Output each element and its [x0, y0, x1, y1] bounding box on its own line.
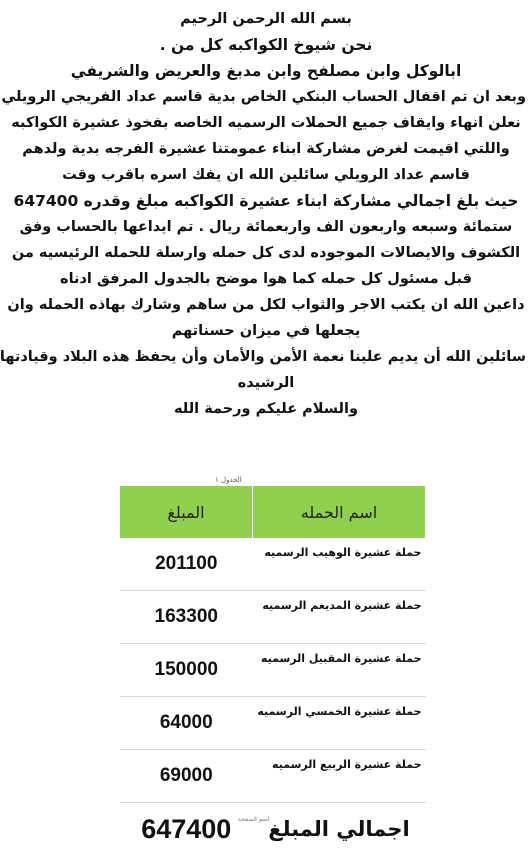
letter-line-4: نعلن انهاء وايقاف جميع الحملات الرسميه الخاصه بفخوذ عشيرة الكواكبه	[6, 110, 526, 136]
letter-line-3: وبعد ان تم اقفال الحساب البنكي الخاص بدية قاسم عداد الفريجي الرويلي	[6, 84, 526, 110]
header-amount: المبلغ	[120, 486, 253, 538]
campaign-name: حملة عشيرة الوهيب الرسميه	[253, 538, 426, 591]
letter-line-2: ابالوكل وابن مصلفح وابن مدبغ والعريض والشريفي	[6, 58, 526, 84]
letter-line-1: نحن شيوخ الكواكبه كل من .	[6, 32, 526, 58]
letter-line-14: الرشيده	[6, 370, 526, 396]
campaign-amount: 201100	[120, 538, 253, 591]
campaign-amount: 150000	[120, 644, 253, 697]
letter-line-8: ستمائة وسبعه واربعون الف واربعمائة ريال . تم ايداعها بالحساب وفق	[6, 214, 526, 240]
letter-line-7: حيث بلغ اجمالي مشاركة ابناء عشيرة الكواكبه مبلغ وقدره 647400	[6, 188, 526, 214]
letter-line-12: يجعلها في ميزان حسناتهم	[6, 318, 526, 344]
basmala: بسم الله الرحمن الرحيم	[6, 6, 526, 32]
table-row	[120, 644, 426, 697]
campaign-amount: 64000	[120, 697, 253, 750]
campaign-name: حملة عشيرة الربيع الرسميه	[253, 750, 426, 803]
campaign-name: حملة عشيرة المديغم الرسميه	[253, 591, 426, 644]
total-amount: 647400	[120, 803, 253, 855]
letter-line-6: قاسم عداد الرويلي سائلين الله ان يفك اسره باقرب وقت	[6, 162, 526, 188]
campaign-table	[120, 486, 426, 855]
table-caption: الجدول ١	[215, 476, 242, 484]
table-row	[120, 750, 426, 803]
letter-line-5: واللتي اقيمت لغرض مشاركة ابناء عمومتنا عشيرة الفرجه بدية ولدهم	[6, 136, 526, 162]
campaign-amount: 163300	[120, 591, 253, 644]
campaign-amount: 69000	[120, 750, 253, 803]
letter-line-9: الكشوف والايصالات الموجوده لدى كل حمله وارسلة للحمله الرئيسيه من	[6, 240, 526, 266]
table-header-row	[120, 486, 426, 538]
letter-line-10: قبل مسئول كل حمله كما هوا موضح بالجدول المرفق ادناه	[6, 266, 526, 292]
footer-note: اسم الصفحة	[238, 816, 269, 823]
total-label: اجمالي المبلغ	[253, 803, 426, 855]
letter-body	[6, 6, 526, 422]
letter-line-11: داعين الله ان يكتب الاجر والثواب لكل من ساهم وشارك بهاذه الحمله وان	[6, 292, 526, 318]
header-campaign-name: اسم الحمله	[253, 486, 426, 538]
campaign-name: حملة عشيرة المقبيل الرسميه	[253, 644, 426, 697]
letter-line-13: سائلين الله أن يديم علينا نعمة الأمن والأمان وأن يحفظ هذه البلاد وقيادتها	[6, 344, 526, 370]
table-row	[120, 538, 426, 591]
table-total-row	[120, 803, 426, 855]
campaign-name: حملة عشيرة الخمسي الرسميه	[253, 697, 426, 750]
closing-salutation: والسلام عليكم ورحمة الله	[6, 396, 526, 422]
table-row	[120, 697, 426, 750]
table-row	[120, 591, 426, 644]
